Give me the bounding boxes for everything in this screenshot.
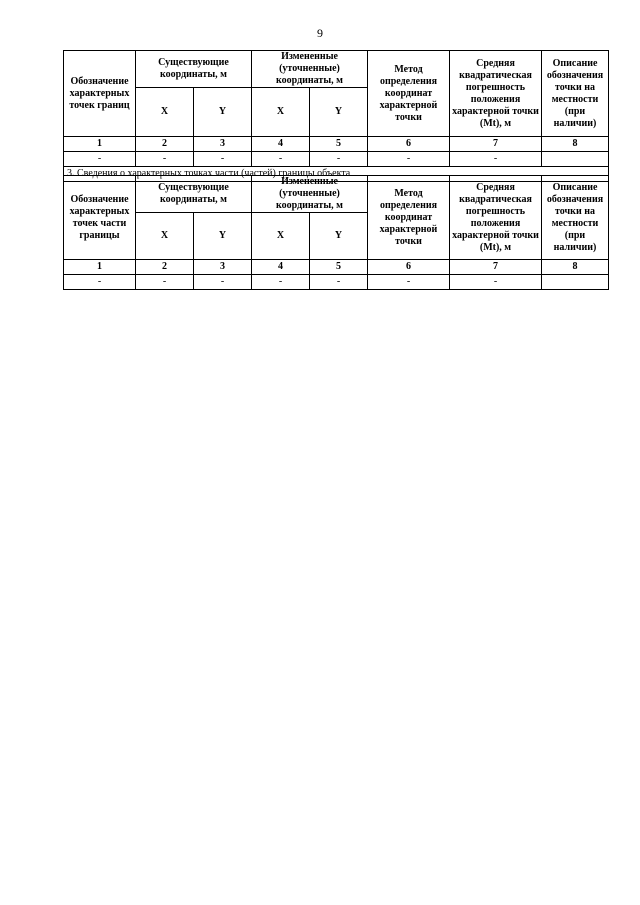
column-number-row: [64, 260, 609, 275]
header-changed-coordinates: Измененные (уточненные) координаты, м: [252, 176, 368, 213]
header-x-existing: X: [136, 213, 194, 260]
coordinates-table: [63, 50, 609, 182]
header-x-existing: X: [136, 88, 194, 137]
table-cell: -: [368, 152, 450, 167]
column-number: 5: [310, 137, 368, 152]
table-cell: -: [136, 275, 194, 290]
header-y-existing: Y: [194, 213, 252, 260]
header-changed-coordinates: Измененные (уточненные) координаты, м: [252, 51, 368, 88]
table-cell: -: [310, 275, 368, 290]
column-number-row: [64, 137, 609, 152]
part-boundary-table: [63, 175, 609, 290]
table-cell: -: [252, 152, 310, 167]
header-x-changed: X: [252, 213, 310, 260]
table-cell: -: [136, 152, 194, 167]
table-cell: [542, 152, 609, 167]
column-number: 2: [136, 260, 194, 275]
column-number: 3: [194, 260, 252, 275]
column-number: 4: [252, 137, 310, 152]
table-row: [64, 152, 609, 167]
header-existing-coordinates: Существующие координаты, м: [136, 176, 252, 213]
column-number: 8: [542, 260, 609, 275]
header-y-changed: Y: [310, 88, 368, 137]
column-number: 2: [136, 137, 194, 152]
column-number: 5: [310, 260, 368, 275]
header-designation: Обозначение характерных точек части границы: [64, 176, 136, 260]
column-number: 1: [64, 137, 136, 152]
table-row: [64, 275, 609, 290]
header-method: Метод определения координат характерной точки: [368, 51, 450, 137]
column-number: 3: [194, 137, 252, 152]
page-number: 9: [317, 26, 323, 40]
table-cell: -: [64, 275, 136, 290]
header-description: Описание обозначения точки на местности (при наличии): [542, 176, 609, 260]
column-number: 7: [450, 137, 542, 152]
header-error: Средняя квадратическая погрешность положения характерной точки (Mt), м: [450, 51, 542, 137]
header-existing-coordinates: Существующие координаты, м: [136, 51, 252, 88]
column-number: 8: [542, 137, 609, 152]
table-cell: -: [450, 275, 542, 290]
column-number: 4: [252, 260, 310, 275]
header-method: Метод определения координат характерной точки: [368, 176, 450, 260]
table-cell: -: [194, 152, 252, 167]
table-cell: -: [194, 275, 252, 290]
column-number: 7: [450, 260, 542, 275]
table-cell: -: [310, 152, 368, 167]
header-y-existing: Y: [194, 88, 252, 137]
header-x-changed: X: [252, 88, 310, 137]
table-cell: -: [368, 275, 450, 290]
header-designation: Обозначение характерных точек границ: [64, 51, 136, 137]
table-cell: -: [450, 152, 542, 167]
header-error: Средняя квадратическая погрешность положения характерной точки (Mt), м: [450, 176, 542, 260]
column-number: 6: [368, 260, 450, 275]
column-number: 6: [368, 137, 450, 152]
table-cell: -: [252, 275, 310, 290]
table-cell: [542, 275, 609, 290]
table-cell: -: [64, 152, 136, 167]
column-number: 1: [64, 260, 136, 275]
header-y-changed: Y: [310, 213, 368, 260]
header-description: Описание обозначения точки на местности (при наличии): [542, 51, 609, 137]
section-title: 3. Сведения о характерных точках части (частей) границы объекта: [64, 167, 609, 182]
